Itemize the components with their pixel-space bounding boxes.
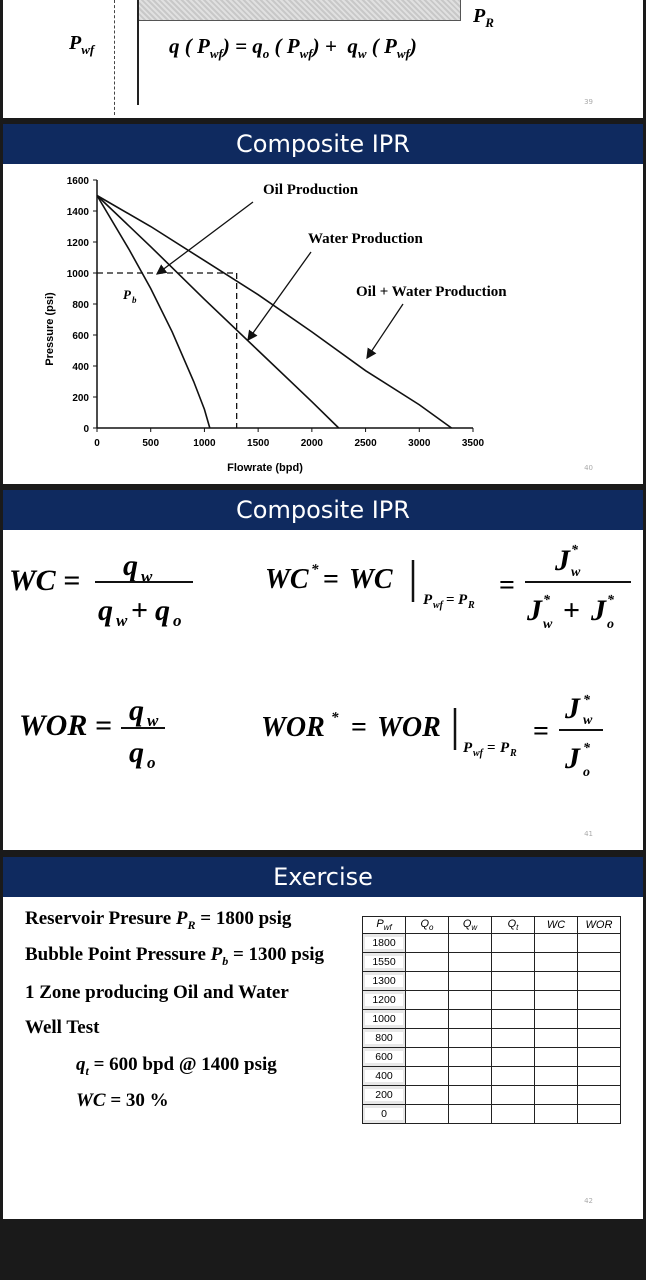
empty-cell bbox=[449, 1010, 492, 1029]
exercise-table bbox=[362, 916, 621, 1124]
slide-title: Composite IPR bbox=[3, 490, 643, 530]
svg-text:R: R bbox=[510, 748, 517, 759]
svg-text:WOR =: WOR = bbox=[19, 709, 112, 742]
curve-annotation: Water Production bbox=[308, 231, 423, 247]
page-number: 39 bbox=[584, 98, 593, 106]
table-row bbox=[363, 1029, 621, 1048]
svg-text:J: J bbox=[565, 742, 580, 775]
svg-text:P: P bbox=[458, 592, 468, 608]
empty-cell bbox=[406, 953, 449, 972]
svg-text:WC: WC bbox=[265, 564, 309, 595]
bubble-point-sub: b bbox=[132, 295, 137, 305]
svg-text:q: q bbox=[98, 594, 113, 627]
pwf-value: 1200 bbox=[365, 994, 403, 1006]
annotation-arrow bbox=[367, 304, 403, 358]
empty-cell bbox=[578, 953, 621, 972]
page-number: 41 bbox=[584, 830, 593, 838]
header-qt: $Q_t$ bbox=[492, 917, 535, 934]
svg-text:+: + bbox=[563, 594, 581, 627]
annotation-arrow bbox=[157, 202, 253, 274]
svg-text:w: w bbox=[147, 711, 159, 730]
pwf-cell bbox=[363, 1048, 406, 1067]
svg-text:w: w bbox=[583, 713, 593, 728]
wellbore-line bbox=[137, 0, 139, 105]
empty-cell bbox=[578, 991, 621, 1010]
svg-text:w: w bbox=[543, 617, 553, 632]
pwf-cell bbox=[363, 991, 406, 1010]
pwf-cell bbox=[363, 934, 406, 953]
svg-text:o: o bbox=[147, 753, 156, 772]
svg-text:o: o bbox=[583, 765, 590, 780]
empty-cell bbox=[449, 1086, 492, 1105]
watercut-line: WC = 30 % bbox=[76, 1090, 169, 1111]
empty-cell bbox=[578, 1086, 621, 1105]
empty-cell bbox=[492, 1029, 535, 1048]
empty-cell bbox=[578, 1105, 621, 1124]
pwf-cell bbox=[363, 1086, 406, 1105]
x-tick-label: 2000 bbox=[300, 438, 323, 449]
empty-cell bbox=[578, 934, 621, 953]
empty-cell bbox=[449, 972, 492, 991]
total-rate-equation: q ( $P_{wf}) = q_o$ ( $P_{wf}) + q_w$ ( $P_{wf}$) bbox=[169, 34, 417, 62]
empty-cell bbox=[406, 972, 449, 991]
y-tick-label: 1600 bbox=[66, 176, 89, 187]
header-wor: WOR bbox=[578, 917, 621, 934]
header-qw: $Q_w$ bbox=[449, 917, 492, 934]
wor-star-equation bbox=[261, 692, 603, 780]
empty-cell bbox=[492, 991, 535, 1010]
y-tick-label: 0 bbox=[83, 424, 89, 435]
svg-text:=: = bbox=[487, 740, 496, 756]
table-row bbox=[363, 1086, 621, 1105]
pwf-cell bbox=[363, 1067, 406, 1086]
empty-cell bbox=[406, 1048, 449, 1067]
empty-cell bbox=[406, 1105, 449, 1124]
x-tick-label: 3500 bbox=[461, 438, 485, 449]
empty-cell bbox=[492, 1010, 535, 1029]
pwf-cell bbox=[363, 972, 406, 991]
slide-title: Exercise bbox=[3, 857, 643, 897]
empty-cell bbox=[492, 1048, 535, 1067]
ipr-curve bbox=[97, 196, 339, 429]
pwf-cell bbox=[363, 1105, 406, 1124]
pwf-value: 0 bbox=[365, 1108, 403, 1120]
svg-text:=: = bbox=[351, 712, 367, 743]
slide-42 bbox=[3, 857, 643, 1219]
svg-text:P: P bbox=[500, 740, 510, 756]
empty-cell bbox=[449, 1105, 492, 1124]
y-tick-label: 600 bbox=[72, 331, 89, 342]
svg-text:q: q bbox=[129, 736, 144, 769]
pwf-cell bbox=[363, 953, 406, 972]
empty-cell bbox=[492, 1067, 535, 1086]
svg-text:WOR: WOR bbox=[377, 712, 441, 743]
empty-cell bbox=[535, 1067, 578, 1086]
wc-star-equation bbox=[265, 543, 631, 632]
svg-text:=: = bbox=[446, 592, 455, 608]
table-row bbox=[363, 972, 621, 991]
empty-cell bbox=[406, 1010, 449, 1029]
svg-text:=: = bbox=[323, 564, 339, 595]
svg-text:q: q bbox=[155, 594, 170, 627]
table-row bbox=[363, 1048, 621, 1067]
empty-cell bbox=[492, 1086, 535, 1105]
svg-text:w: w bbox=[116, 611, 128, 630]
pwf-value: 200 bbox=[365, 1089, 403, 1101]
x-tick-label: 2500 bbox=[354, 438, 377, 449]
svg-text:*: * bbox=[607, 593, 614, 608]
svg-text:J: J bbox=[591, 594, 606, 627]
reservoir-bar bbox=[137, 0, 461, 21]
x-tick-label: 500 bbox=[142, 438, 160, 449]
composite-ipr-chart bbox=[3, 164, 643, 484]
bubble-point-label: P bbox=[123, 287, 131, 302]
pwf-cell bbox=[363, 1029, 406, 1048]
svg-text:w: w bbox=[571, 565, 581, 580]
table-row bbox=[363, 1105, 621, 1124]
svg-text:J: J bbox=[527, 594, 542, 627]
svg-text:J: J bbox=[555, 544, 570, 577]
empty-cell bbox=[535, 972, 578, 991]
svg-text:=: = bbox=[499, 570, 515, 601]
empty-cell bbox=[406, 934, 449, 953]
empty-cell bbox=[449, 1029, 492, 1048]
zone-line: 1 Zone producing Oil and Water bbox=[25, 982, 289, 1003]
slide-40 bbox=[3, 124, 643, 484]
pwf-value: 400 bbox=[365, 1070, 403, 1082]
water-cut-equations bbox=[3, 530, 643, 850]
empty-cell bbox=[578, 1010, 621, 1029]
dashed-line bbox=[114, 0, 115, 115]
y-tick-label: 1400 bbox=[66, 207, 89, 218]
y-tick-label: 800 bbox=[72, 300, 89, 311]
empty-cell bbox=[578, 1029, 621, 1048]
y-tick-label: 200 bbox=[72, 393, 89, 404]
pwf-label: $P_{wf}$ bbox=[69, 32, 95, 57]
rate-line: $q_t = 600$ bpd @ 1400 psig bbox=[76, 1054, 277, 1078]
pwf-value: 1000 bbox=[365, 1013, 403, 1025]
pwf-value: 1300 bbox=[365, 975, 403, 987]
x-tick-label: 1000 bbox=[193, 438, 216, 449]
svg-text:*: * bbox=[331, 710, 339, 726]
table-row bbox=[363, 1010, 621, 1029]
empty-cell bbox=[578, 1048, 621, 1067]
svg-text:+: + bbox=[131, 594, 149, 627]
empty-cell bbox=[449, 1067, 492, 1086]
y-tick-label: 400 bbox=[72, 362, 89, 373]
empty-cell bbox=[535, 991, 578, 1010]
svg-text:WC: WC bbox=[349, 564, 393, 595]
table-row bbox=[363, 991, 621, 1010]
x-tick-label: 1500 bbox=[247, 438, 270, 449]
empty-cell bbox=[449, 991, 492, 1010]
empty-cell bbox=[535, 1010, 578, 1029]
svg-text:q: q bbox=[123, 549, 138, 582]
svg-text:wf: wf bbox=[473, 748, 483, 759]
pwf-value: 800 bbox=[365, 1032, 403, 1044]
ipr-curve bbox=[97, 196, 210, 429]
svg-text:*: * bbox=[311, 562, 319, 578]
empty-cell bbox=[449, 953, 492, 972]
empty-cell bbox=[406, 1029, 449, 1048]
svg-text:WOR: WOR bbox=[261, 712, 325, 743]
bubble-point-line: Bubble Point Pressure $P_b = 1300$ psig bbox=[25, 944, 325, 968]
svg-text:w: w bbox=[141, 567, 153, 586]
svg-text:q: q bbox=[129, 694, 144, 727]
empty-cell bbox=[492, 1105, 535, 1124]
well-test-line: Well Test bbox=[25, 1017, 100, 1038]
empty-cell bbox=[492, 953, 535, 972]
pwf-value: 1800 bbox=[365, 937, 403, 949]
pwf-value: 1550 bbox=[365, 956, 403, 968]
svg-text:wf: wf bbox=[433, 600, 443, 611]
table-row bbox=[363, 934, 621, 953]
svg-text:o: o bbox=[173, 611, 182, 630]
y-tick-label: 1200 bbox=[66, 238, 89, 249]
svg-text:WC =: WC = bbox=[9, 564, 81, 597]
svg-text:R: R bbox=[468, 600, 475, 611]
header-qo: $Q_o$ bbox=[406, 917, 449, 934]
empty-cell bbox=[535, 934, 578, 953]
x-tick-label: 3000 bbox=[408, 438, 431, 449]
pr-label: $P_R$ bbox=[473, 5, 494, 30]
page-number: 40 bbox=[584, 464, 593, 472]
empty-cell bbox=[492, 972, 535, 991]
reservoir-pressure-line: Reservoir Presure $P_R = 1800$ psig bbox=[25, 908, 292, 932]
empty-cell bbox=[535, 1029, 578, 1048]
empty-cell bbox=[535, 1048, 578, 1067]
empty-cell bbox=[578, 972, 621, 991]
empty-cell bbox=[406, 1086, 449, 1105]
empty-cell bbox=[535, 1105, 578, 1124]
svg-text:J: J bbox=[565, 692, 580, 725]
svg-text:=: = bbox=[533, 716, 549, 747]
table-row bbox=[363, 1067, 621, 1086]
annotation-arrow bbox=[248, 252, 311, 340]
page-number: 42 bbox=[584, 1197, 593, 1205]
svg-text:o: o bbox=[607, 617, 614, 632]
svg-text:P: P bbox=[423, 592, 433, 608]
svg-text:*: * bbox=[583, 693, 590, 708]
slide-41 bbox=[3, 490, 643, 850]
table-row bbox=[363, 953, 621, 972]
wor-equation bbox=[19, 694, 165, 772]
svg-text:*: * bbox=[583, 741, 590, 756]
slide-39 bbox=[3, 0, 643, 118]
empty-cell bbox=[492, 934, 535, 953]
slide-title: Composite IPR bbox=[3, 124, 643, 164]
empty-cell bbox=[449, 934, 492, 953]
y-tick-label: 1000 bbox=[66, 269, 89, 280]
empty-cell bbox=[578, 1067, 621, 1086]
empty-cell bbox=[449, 1048, 492, 1067]
pwf-value: 600 bbox=[365, 1051, 403, 1063]
x-axis-label: Flowrate (bpd) bbox=[227, 462, 303, 474]
empty-cell bbox=[406, 1067, 449, 1086]
header-pwf: $P_{wf}$ bbox=[363, 917, 406, 934]
header-wc: WC bbox=[535, 917, 578, 934]
y-axis-label: Pressure (psi) bbox=[44, 292, 56, 366]
curve-annotation: Oil + Water Production bbox=[356, 284, 507, 300]
svg-text:*: * bbox=[543, 593, 550, 608]
empty-cell bbox=[535, 1086, 578, 1105]
empty-cell bbox=[535, 953, 578, 972]
curve-annotation: Oil Production bbox=[263, 182, 359, 198]
svg-text:P: P bbox=[463, 740, 473, 756]
x-tick-label: 0 bbox=[94, 438, 100, 449]
pwf-cell bbox=[363, 1010, 406, 1029]
empty-cell bbox=[406, 991, 449, 1010]
wc-equation bbox=[9, 549, 193, 630]
svg-text:*: * bbox=[571, 543, 578, 558]
